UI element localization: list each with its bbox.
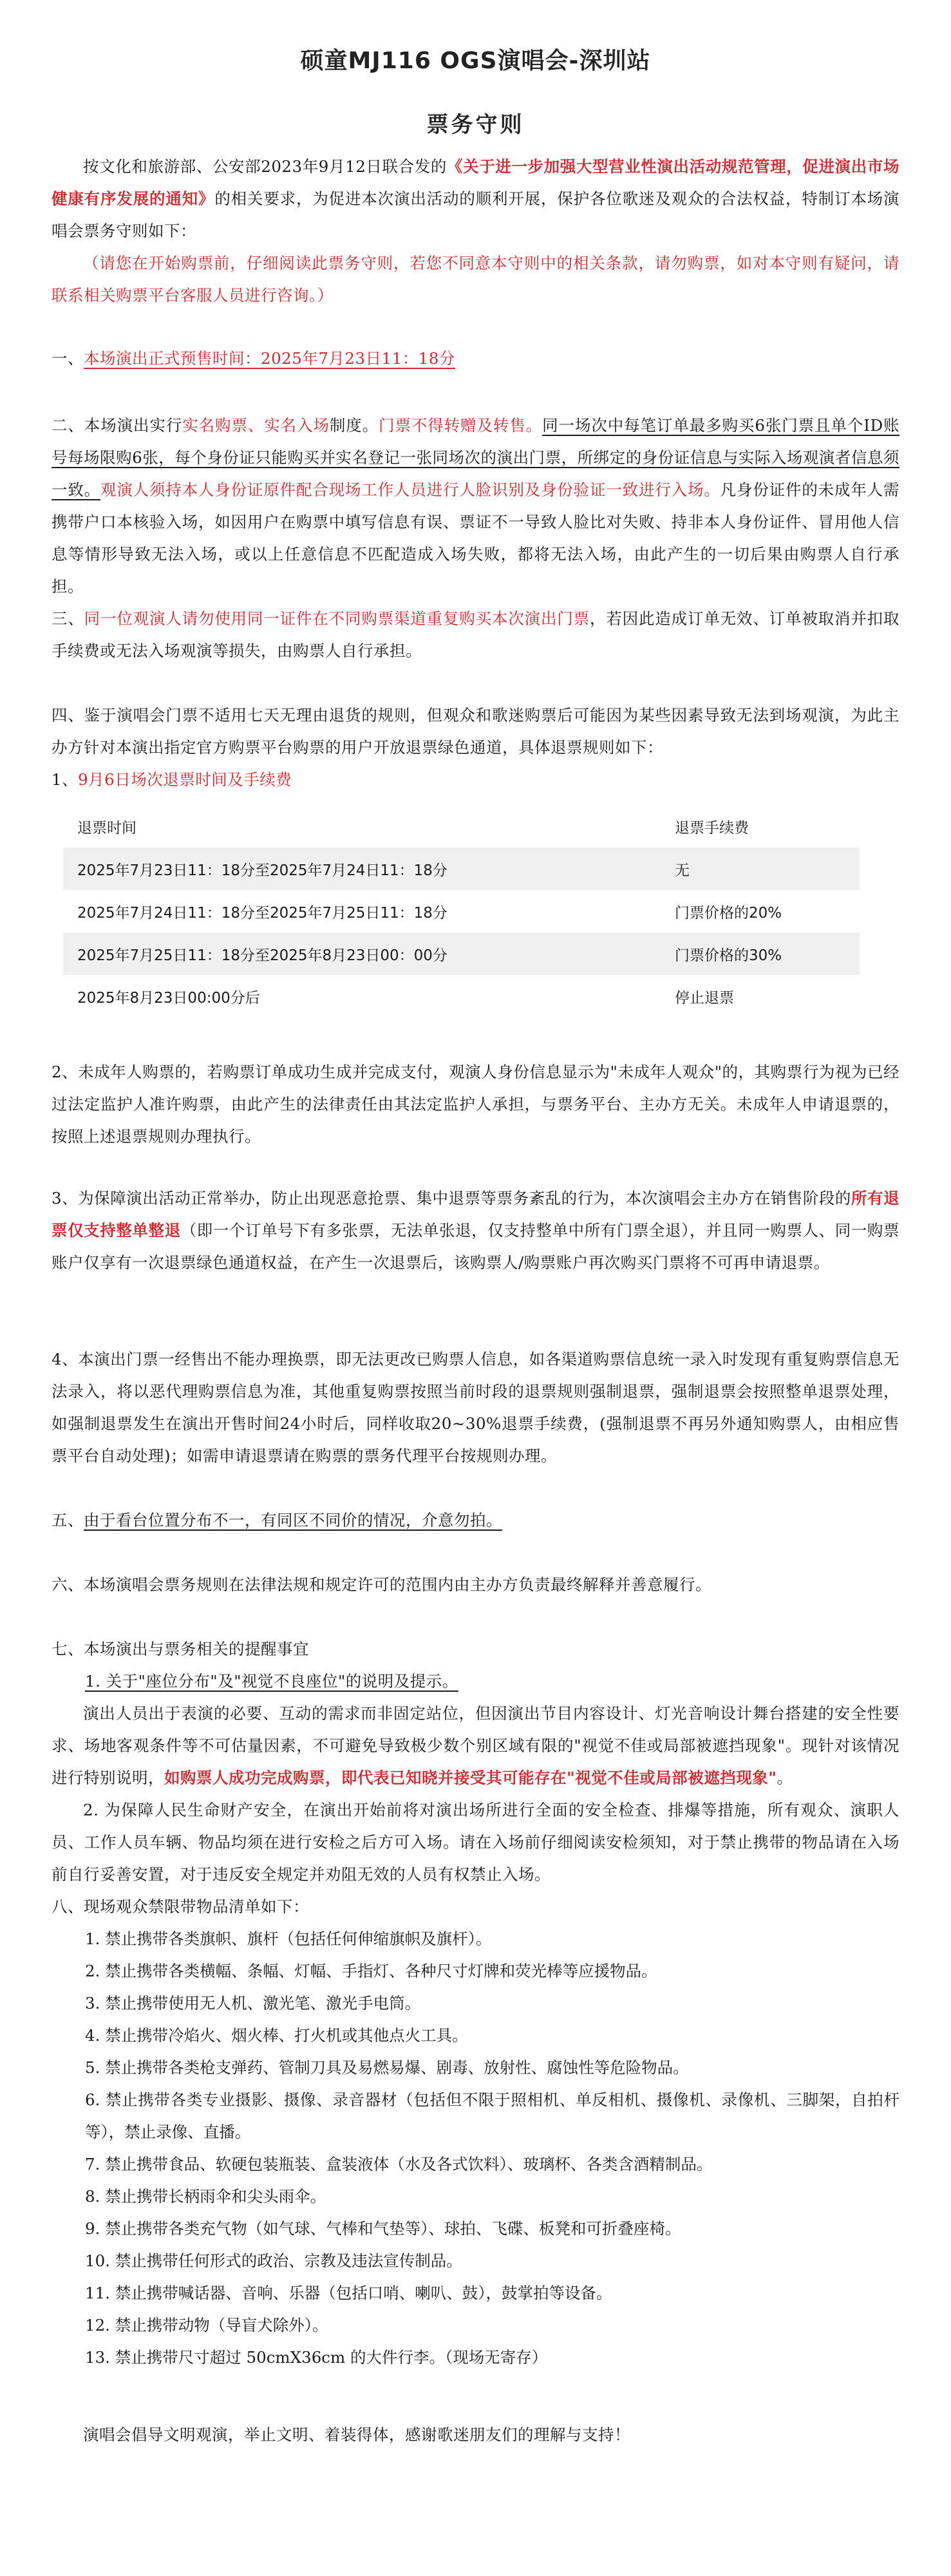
page-title: 票务守则 [426,112,525,138]
section-1 [52,343,899,375]
prohibited-item: 1. 禁止携带各类旗帜、旗杆（包括任何伸缩旗帜及旗杆）。 [85,1929,492,1948]
seat-price-notice: 由于看台位置分布不一，有同区不同价的情况，介意勿拍。 [84,1511,502,1530]
intro-text-a: 按文化和旅游部、公安部2023年9月12日联合发的 [83,157,447,176]
table-cell-time: 2025年7月24日11：18分至2025年7月25日11：18分 [77,904,447,922]
section-3 [52,603,899,667]
prohibited-item: 5. 禁止携带各类枪支弹药、管制刀具及易燃易爆、剧毒、放射性、腐蚀性等危险物品。 [85,2058,689,2077]
prohibited-item: 6. 禁止携带各类专业摄影、摄像、录音器材（包括但不限于照相机、单反相机、摄像机、录像机、三脚架，自拍杆等），禁止录像、直播。 [85,2090,899,2141]
concert-title: 硕童MJ116 OGS演唱会-深圳站 [300,48,651,74]
seat-notice-a: 演出人员出于表演的必要、互动的需求而非固定站位，但因演出节目内容设计、灯光音响设计舞台搭建的安全性要求、场地客观条件等不可估量因素，不可避免导致极少数个别区域有限的"视觉不佳或局部被遮挡现象"。现针对该情况进行特别说明， [52,1704,899,1787]
prohibited-item: 7. 禁止携带食品、软硬包装瓶装、盒装液体（水及各式饮料）、玻璃杯、各类含酒精制品。 [85,2155,713,2174]
table-header-fee: 退票手续费 [675,819,749,837]
seat-notice-c: 。 [777,1768,793,1787]
section-2-prefix: 二、本场演出实行 [52,416,183,435]
table-row [63,975,860,1018]
section-3-b: ，若因此造成订单无效、订单被取消并扣取手续费或无法入场观演等损失，由购票人自行承担。 [52,609,900,660]
section-5-prefix: 五、 [52,1511,84,1530]
section-2 [52,410,899,603]
obstructed-view-acceptance: 如购票人成功完成购票，即代表已知晓并接受其可能存在"视觉不佳或局部被遮挡现象" [164,1768,777,1787]
real-name-policy: 实名购票、实名入场 [182,416,330,435]
prohibited-item: 3. 禁止携带使用无人机、激光笔、激光手电筒。 [85,1994,421,2012]
table-row [63,890,860,933]
duplicate-purchase-warning: 同一位观演人请勿使用同一证件在不同购票渠道重复购买本次演出门票 [84,609,590,628]
refund-subheading-prefix: 1、 [52,770,79,789]
table-row [63,848,860,890]
refund-subheading [52,764,899,796]
section-8-heading: 八、现场观众禁限带物品清单如下： [52,1897,309,1916]
prohibited-item: 12. 禁止携带动物（导盲犬除外）。 [85,2316,328,2334]
prohibited-item: 8. 禁止携带长柄雨伞和尖头雨伞。 [85,2187,326,2206]
regulation-name: 《关于进一步加强大型营业性演出活动规范管理，促进演出市场健康有序发展的通知》 [52,157,899,208]
no-transfer-policy: 门票不得转赠及转售。 [379,416,543,435]
closing-message: 演唱会倡导文明观演，举止文明、着装得体，感谢歌迷朋友们的理解与支持！ [83,2425,630,2444]
table-cell-time: 2025年7月25日11：18分至2025年8月23日00：00分 [77,947,447,964]
whole-order-refund-rule [52,1182,899,1279]
section-5 [52,1504,899,1537]
table-cell-fee: 门票价格的20% [675,904,782,922]
table-header-time: 退票时间 [77,819,137,837]
minor-purchase-rule: 2、未成年人购票的，若购票订单成功生成并完成支付，观演人身份信息显示为"未成年人观众"的，其购票行为视为已经过法定监护人准许购票，由此产生的法律责任由其法定监护人承担，与票务平台、主办方无关。未成年人申请退票的，按照上述退票规则办理执行。 [52,1063,899,1146]
table-header-row [63,805,860,848]
intro-text-c: 的相关要求，为促进本次演出活动的顺利开展，保护各位歌迷及观众的合法权益，特制订本场演唱会票务守则如下： [52,189,900,240]
section-2-f: 凡身份证件的未成年人需携带户口本核验入场，如因用户在购票中填写信息有误、票证不一导致人脸比对失败、持非本人身份证件、冒用他人信息等情形导致无法入场，或以上任意信息不匹配造成入场失败，都将无法入场，由此产生的一切后果由购票人自行承担。 [52,480,900,596]
table-cell-fee: 无 [675,862,690,879]
id-verification-policy: 观演人须持本人身份证原件配合现场工作人员进行人脸识别及身份验证一致进行入场。 [100,480,720,499]
rule-3-c: （即一个订单号下有多张票，无法单张退，仅支持整单中所有门票全退），并且同一购票人、同一购票账户仅享有一次退票绿色通道权益，在产生一次退票后，该购票人/购票账户再次购买门票将不可再申请退票。 [52,1221,899,1272]
rule-3-a: 3、为保障演出活动正常举办，防止出现恶意抢票、集中退票等票务紊乱的行为，本次演唱会主办方在销售阶段的 [52,1189,851,1208]
seat-notice-heading-text: 1. 关于"座位分布"及"视觉不良座位"的说明及提示。 [85,1672,458,1690]
table-cell-fee: 门票价格的30% [675,947,782,964]
purchase-notice: （请您在开始购票前，仔细阅读此票务守则，若您不同意本守则中的相关条款，请勿购票，如对本守则有疑问，请联系相关购票平台客服人员进行咨询。） [52,254,899,305]
refund-fee-table [63,805,860,1018]
presale-time: 本场演出正式预售时间：2025年7月23日11：18分 [84,349,455,368]
prohibited-item: 9. 禁止携带各类充气物（如气球、气棒和气垫等）、球拍、飞碟、板凳和可折叠座椅。 [85,2219,681,2238]
table-cell-time: 2025年7月23日11：18分至2025年7月24日11：18分 [77,862,447,879]
section-1-prefix: 一、 [52,349,84,368]
seat-notice-paragraph [52,1698,899,1794]
section-6: 六、本场演唱会票务规则在法律法规和规定许可的范围内由主办方负责最终解释并善意履行。 [52,1575,711,1594]
table-cell-time: 2025年8月23日00:00分后 [77,989,260,1007]
seat-notice-heading [85,1665,899,1698]
security-check-paragraph: 2. 为保障人民生命财产安全，在演出开始前将对演出场所进行全面的安全检查、排爆等措施，所有观众、演职人员、工作人员车辆、物品均须在进行安检之后方可入场。请在入场前仔细阅读安检须知，对于禁止携带的物品请在入场前自行妥善安置，对于违反安全规定并劝阻无效的人员有权禁止入场。 [52,1801,899,1884]
table-cell-fee: 停止退票 [675,989,734,1007]
prohibited-item: 2. 禁止携带各类横幅、条幅、灯幅、手指灯、各种尺寸灯牌和荧光棒等应援物品。 [85,1962,657,1980]
refund-subheading-text: 9月6日场次退票时间及手续费 [78,770,292,789]
purchase-limit-policy: 同一场次中每笔订单最多购买6张门票且单个ID账号每场限购6张，每个身份证只能购买并实名登记一张同场次的演出门票，所绑定的身份证信息与实际入场观演者信息须一致。 [52,416,900,499]
prohibited-item: 13. 禁止携带尺寸超过 50cmX36cm 的大件行李。（现场无寄存） [85,2348,548,2367]
whole-order-refund-highlight: 所有退票仅支持整单整退 [52,1189,900,1240]
intro-paragraph [52,151,899,247]
section-2-b: 制度。 [329,416,379,435]
prohibited-item: 11. 禁止携带喊话器、音响、乐器（包括口哨、喇叭、鼓），鼓掌拍等设备。 [85,2284,612,2302]
prohibited-item: 10. 禁止携带任何形式的政治、宗教及违法宣传制品。 [85,2251,462,2270]
section-4-paragraph: 四、鉴于演唱会门票不适用七天无理由退货的规则，但观众和歌迷购票后可能因为某些因素导致无法到场观演，为此主办方针对本演出指定官方购票平台购票的用户开放退票绿色通道，具体退票规则如下： [52,706,899,757]
no-exchange-rule: 4、本演出门票一经售出不能办理换票，即无法更改已购票人信息，如各渠道购票信息统一录入时发现有重复购票信息无法录入，将以恶代理购票信息为准，其他重复购票按照当前时段的退票规则强制退票，强制退票会按照整单退票处理，如强制退票发生在演出开售时间24小时后，同样收取20~30%退票手续费，(强制退票不再另外通知购票人，由相应售票平台自动处理)；如需申请退票请在购票的票务代理平台按规则办理。 [52,1350,899,1465]
table-row [63,933,860,975]
section-3-prefix: 三、 [52,609,84,628]
prohibited-item: 4. 禁止携带冷焰火、烟火棒、打火机或其他点火工具。 [85,2026,468,2045]
section-7-heading: 七、本场演出与票务相关的提醒事宜 [52,1640,309,1658]
